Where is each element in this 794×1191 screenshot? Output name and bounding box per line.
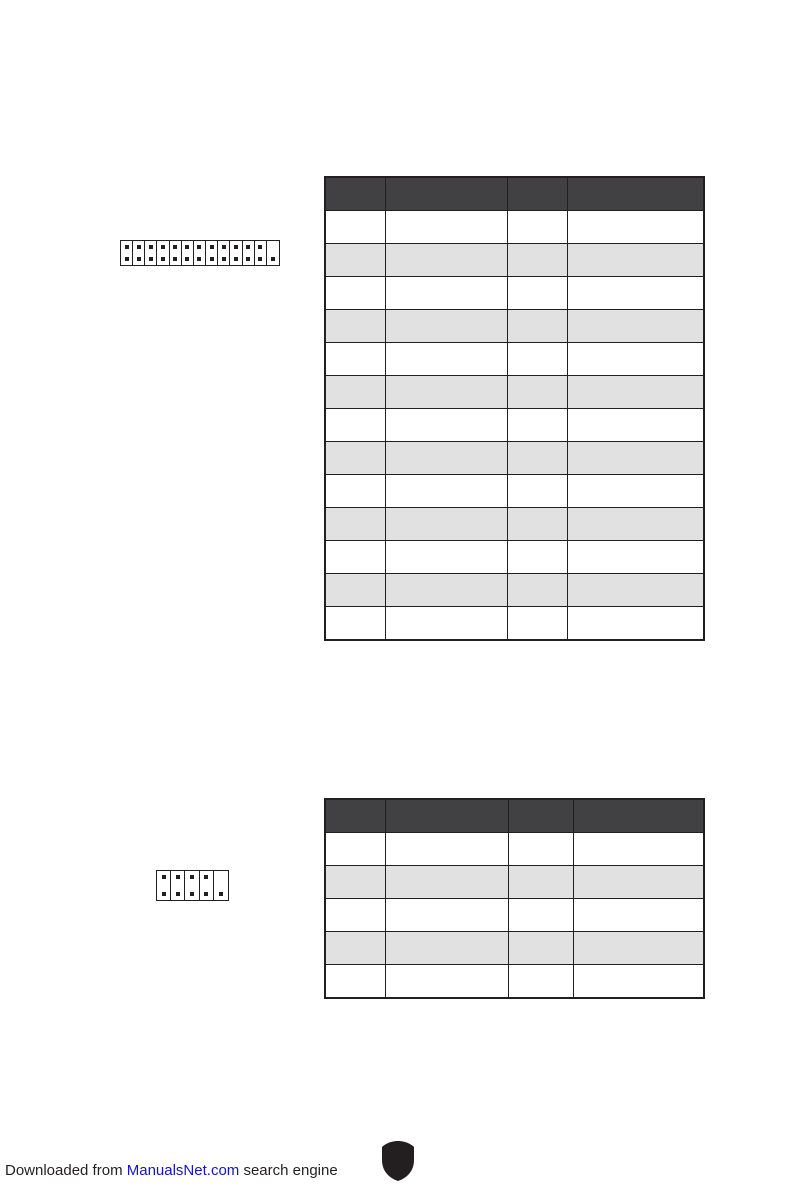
table-cell: [385, 244, 507, 277]
table-cell: [325, 310, 385, 343]
pin-dot: [246, 245, 250, 249]
pin-dot: [149, 257, 153, 261]
pin-dot: [149, 245, 153, 249]
pin-dot: [246, 257, 250, 261]
pin-dot: [190, 875, 194, 879]
table-row: [325, 866, 704, 899]
pin-column: [157, 241, 169, 265]
table-cell: [385, 442, 507, 475]
table-cell: [507, 310, 567, 343]
pin-dot: [210, 245, 214, 249]
table-cell: [385, 965, 508, 999]
table-cell: [385, 574, 507, 607]
pin-dot: [197, 245, 201, 249]
table-cell: [573, 833, 704, 866]
table-cell: [573, 899, 704, 932]
table-cell: [507, 541, 567, 574]
pin-dot: [173, 245, 177, 249]
table-row: [325, 211, 704, 244]
table-cell: [507, 211, 567, 244]
pin-column: [243, 241, 255, 265]
table-cell: [385, 475, 507, 508]
pin-dot: [210, 257, 214, 261]
pin-dot: [162, 875, 166, 879]
pin-dot: [137, 245, 141, 249]
download-footer: [5, 1162, 338, 1179]
table-cell: [325, 475, 385, 508]
table-cell: [567, 211, 704, 244]
table-cell: [385, 833, 508, 866]
table-cell: [507, 244, 567, 277]
header-cell: [385, 177, 507, 211]
table-cell: [325, 343, 385, 376]
table-cell: [385, 409, 507, 442]
table-row: [325, 376, 704, 409]
table-cell: [325, 508, 385, 541]
pin-dot: [162, 892, 166, 896]
pin-header-diagram-small: [156, 870, 229, 901]
table-row: [325, 277, 704, 310]
table-cell: [385, 211, 507, 244]
pin-dot: [190, 892, 194, 896]
table-cell: [567, 475, 704, 508]
table-row: [325, 932, 704, 965]
pin-table-large: [324, 176, 705, 641]
table-row: [325, 574, 704, 607]
table-cell: [325, 277, 385, 310]
table-cell: [508, 965, 573, 999]
pin-dot: [173, 257, 177, 261]
table-cell: [325, 932, 385, 965]
pin-column: [255, 241, 267, 265]
table-row: [325, 409, 704, 442]
table-cell: [385, 277, 507, 310]
table-cell: [325, 211, 385, 244]
table-cell: [385, 607, 507, 641]
table-cell: [325, 409, 385, 442]
pin-dot: [258, 257, 262, 261]
table-cell: [385, 376, 507, 409]
pin-column: [121, 241, 133, 265]
table-cell: [507, 376, 567, 409]
header-cell: [573, 799, 704, 833]
pin-column: [194, 241, 206, 265]
table-row: [325, 541, 704, 574]
table-cell: [507, 277, 567, 310]
header-cell: [325, 799, 385, 833]
table-cell: [567, 310, 704, 343]
pin-dot: [222, 257, 226, 261]
table-cell: [508, 833, 573, 866]
table-cell: [508, 932, 573, 965]
pin-dot: [125, 245, 129, 249]
header-cell: [508, 799, 573, 833]
pin-column: [214, 871, 228, 900]
pin-dot: [234, 257, 238, 261]
table-cell: [325, 866, 385, 899]
table-cell: [567, 541, 704, 574]
table-row: [325, 833, 704, 866]
pin-dot: [176, 892, 180, 896]
pin-dot: [222, 245, 226, 249]
table-cell: [573, 932, 704, 965]
header-cell: [507, 177, 567, 211]
table-cell: [325, 376, 385, 409]
pin-column: [185, 871, 199, 900]
pin-dot: [161, 257, 165, 261]
footer-prefix: Downloaded from: [5, 1162, 127, 1179]
manualsnet-link[interactable]: ManualsNet.com: [126, 1162, 240, 1179]
table-cell: [507, 475, 567, 508]
table-cell: [567, 244, 704, 277]
table-row: [325, 607, 704, 641]
table-row: [325, 343, 704, 376]
table-cell: [507, 409, 567, 442]
table-cell: [567, 277, 704, 310]
pin-column: [170, 241, 182, 265]
pin-dot: [161, 245, 165, 249]
pin-column: [145, 241, 157, 265]
header-cell: [325, 177, 385, 211]
pin-column: [171, 871, 185, 900]
pin-dot: [197, 257, 201, 261]
table-cell: [325, 833, 385, 866]
table-row: [325, 475, 704, 508]
pin-table-small: [324, 798, 705, 999]
table-cell: [567, 607, 704, 641]
footer-suffix: search engine: [239, 1162, 338, 1179]
table-row: [325, 244, 704, 277]
table-cell: [567, 409, 704, 442]
pin-column: [267, 241, 279, 265]
table-cell: [573, 965, 704, 999]
table-cell: [508, 866, 573, 899]
table-row: [325, 442, 704, 475]
table-cell: [325, 899, 385, 932]
pin-dot: [176, 875, 180, 879]
pin-dot: [204, 875, 208, 879]
header-cell: [385, 799, 508, 833]
table-cell: [385, 508, 507, 541]
table-cell: [567, 343, 704, 376]
table-cell: [507, 607, 567, 641]
table-row: [325, 508, 704, 541]
table-cell: [385, 310, 507, 343]
table-cell: [567, 574, 704, 607]
table-cell: [507, 508, 567, 541]
pin-column: [182, 241, 194, 265]
pin-dot: [185, 257, 189, 261]
pin-column: [206, 241, 218, 265]
table-cell: [507, 442, 567, 475]
table-cell: [385, 343, 507, 376]
pin-dot: [185, 245, 189, 249]
pin-column: [157, 871, 171, 900]
table-cell: [385, 932, 508, 965]
pin-dot: [137, 257, 141, 261]
table-header-row: [325, 799, 704, 833]
table-cell: [573, 866, 704, 899]
table-cell: [325, 244, 385, 277]
pin-header-diagram-large: [120, 240, 280, 266]
pin-column: [200, 871, 214, 900]
table-cell: [325, 965, 385, 999]
table-cell: [507, 343, 567, 376]
pin-column: [230, 241, 242, 265]
table-cell: [567, 376, 704, 409]
table-cell: [325, 541, 385, 574]
pin-dot: [271, 257, 275, 261]
pin-dot: [258, 245, 262, 249]
pin-dot: [234, 245, 238, 249]
table-header-row: [325, 177, 704, 211]
pin-dot: [125, 257, 129, 261]
table-row: [325, 899, 704, 932]
header-cell: [567, 177, 704, 211]
table-cell: [567, 508, 704, 541]
pin-column: [133, 241, 145, 265]
pin-dot: [219, 892, 223, 896]
table-cell: [385, 866, 508, 899]
pin-column: [218, 241, 230, 265]
pin-dot: [204, 892, 208, 896]
table-cell: [508, 899, 573, 932]
table-cell: [567, 442, 704, 475]
table-row: [325, 965, 704, 999]
table-cell: [385, 899, 508, 932]
table-cell: [507, 574, 567, 607]
shield-icon: [381, 1140, 415, 1182]
table-cell: [325, 607, 385, 641]
table-cell: [325, 574, 385, 607]
table-cell: [385, 541, 507, 574]
table-cell: [325, 442, 385, 475]
table-row: [325, 310, 704, 343]
